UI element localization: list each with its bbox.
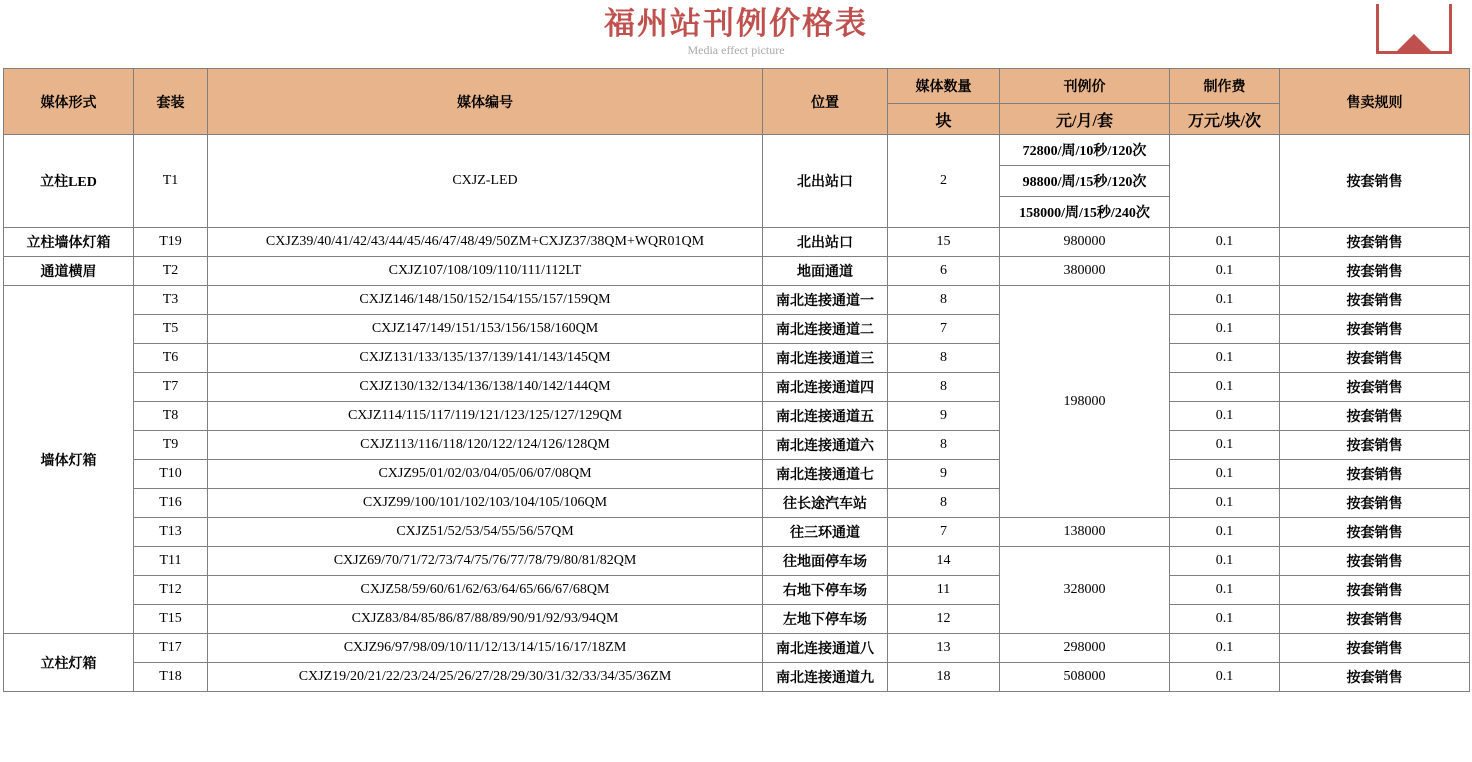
table-header-row-main	[4, 69, 1470, 104]
cell-position: 北出站口	[763, 135, 888, 228]
cell-set: T13	[134, 518, 208, 547]
table-row	[4, 344, 1470, 373]
cell-qty: 18	[888, 663, 1000, 692]
table-row	[4, 460, 1470, 489]
page-header	[0, 0, 1472, 68]
cell-price: 980000	[1000, 228, 1170, 257]
cell-position: 南北连接通道二	[763, 315, 888, 344]
cell-fee: 0.1	[1170, 344, 1280, 373]
cell-position: 右地下停车场	[763, 576, 888, 605]
cell-position: 北出站口	[763, 228, 888, 257]
cell-rule: 按套销售	[1280, 460, 1470, 489]
cell-media-code: CXJZ107/108/109/110/111/112LT	[208, 257, 763, 286]
table-row	[4, 286, 1470, 315]
cell-set: T8	[134, 402, 208, 431]
cell-fee: 0.1	[1170, 315, 1280, 344]
cell-qty: 14	[888, 547, 1000, 576]
cell-media-code: CXJZ83/84/85/86/87/88/89/90/91/92/93/94QM	[208, 605, 763, 634]
cell-set: T19	[134, 228, 208, 257]
cell-price: 158000/周/15秒/240次	[1000, 197, 1170, 228]
cell-fee: 0.1	[1170, 286, 1280, 315]
col-media-qty-unit: 块	[888, 104, 1000, 135]
table-row	[4, 547, 1470, 576]
cell-price: 380000	[1000, 257, 1170, 286]
cell-qty: 12	[888, 605, 1000, 634]
cell-position: 南北连接通道七	[763, 460, 888, 489]
cell-price: 298000	[1000, 634, 1170, 663]
company-logo-icon	[1376, 4, 1452, 54]
cell-rule: 按套销售	[1280, 489, 1470, 518]
cell-rule: 按套销售	[1280, 634, 1470, 663]
col-media-qty: 媒体数量	[888, 69, 1000, 104]
cell-media-code: CXJZ147/149/151/153/156/158/160QM	[208, 315, 763, 344]
logo-triangle-shape	[1397, 34, 1431, 51]
cell-media-code: CXJZ131/133/135/137/139/141/143/145QM	[208, 344, 763, 373]
cell-set: T1	[134, 135, 208, 228]
cell-qty: 8	[888, 373, 1000, 402]
cell-fee: 0.1	[1170, 489, 1280, 518]
col-media-form: 媒体形式	[4, 69, 134, 135]
cell-media-form: 立柱LED	[4, 135, 134, 228]
cell-set: T3	[134, 286, 208, 315]
cell-position: 地面通道	[763, 257, 888, 286]
cell-rule: 按套销售	[1280, 431, 1470, 460]
cell-set: T2	[134, 257, 208, 286]
cell-qty: 8	[888, 489, 1000, 518]
cell-position: 左地下停车场	[763, 605, 888, 634]
cell-qty: 8	[888, 286, 1000, 315]
table-row	[4, 634, 1470, 663]
cell-media-code: CXJZ39/40/41/42/43/44/45/46/47/48/49/50ZM+CXJZ37/38QM+WQR01QM	[208, 228, 763, 257]
cell-price: 198000	[1000, 286, 1170, 518]
col-media-code: 媒体编号	[208, 69, 763, 135]
cell-position: 南北连接通道六	[763, 431, 888, 460]
cell-fee: 0.1	[1170, 518, 1280, 547]
cell-media-code: CXJZ51/52/53/54/55/56/57QM	[208, 518, 763, 547]
cell-media-code: CXJZ-LED	[208, 135, 763, 228]
cell-qty: 6	[888, 257, 1000, 286]
cell-set: T17	[134, 634, 208, 663]
cell-position: 南北连接通道三	[763, 344, 888, 373]
cell-set: T9	[134, 431, 208, 460]
col-list-price: 刊例价	[1000, 69, 1170, 104]
cell-qty: 13	[888, 634, 1000, 663]
table-row	[4, 431, 1470, 460]
table-row	[4, 663, 1470, 692]
cell-position: 南北连接通道八	[763, 634, 888, 663]
cell-rule: 按套销售	[1280, 315, 1470, 344]
cell-media-code: CXJZ19/20/21/22/23/24/25/26/27/28/29/30/31/32/33/34/35/36ZM	[208, 663, 763, 692]
table-row	[4, 402, 1470, 431]
col-list-price-unit: 元/月/套	[1000, 104, 1170, 135]
table-row	[4, 373, 1470, 402]
cell-media-form: 立柱灯箱	[4, 634, 134, 692]
cell-fee: 0.1	[1170, 402, 1280, 431]
cell-media-code: CXJZ113/116/118/120/122/124/126/128QM	[208, 431, 763, 460]
cell-media-form: 墙体灯箱	[4, 286, 134, 634]
cell-price: 508000	[1000, 663, 1170, 692]
cell-media-form: 立柱墙体灯箱	[4, 228, 134, 257]
cell-qty: 9	[888, 402, 1000, 431]
cell-position: 往长途汽车站	[763, 489, 888, 518]
cell-position: 南北连接通道五	[763, 402, 888, 431]
cell-fee: 0.1	[1170, 634, 1280, 663]
cell-media-code: CXJZ96/97/98/09/10/11/12/13/14/15/16/17/18ZM	[208, 634, 763, 663]
cell-fee: 0.1	[1170, 257, 1280, 286]
cell-rule: 按套销售	[1280, 576, 1470, 605]
cell-qty: 11	[888, 576, 1000, 605]
cell-media-code: CXJZ146/148/150/152/154/155/157/159QM	[208, 286, 763, 315]
cell-fee: 0.1	[1170, 228, 1280, 257]
cell-set: T6	[134, 344, 208, 373]
cell-position: 往三环通道	[763, 518, 888, 547]
price-table	[3, 68, 1470, 692]
cell-position: 南北连接通道一	[763, 286, 888, 315]
cell-rule: 按套销售	[1280, 547, 1470, 576]
cell-rule: 按套销售	[1280, 402, 1470, 431]
cell-media-code: CXJZ95/01/02/03/04/05/06/07/08QM	[208, 460, 763, 489]
cell-qty: 8	[888, 431, 1000, 460]
cell-rule: 按套销售	[1280, 605, 1470, 634]
col-production-fee-unit: 万元/块/次	[1170, 104, 1280, 135]
cell-fee: 0.1	[1170, 663, 1280, 692]
page-title: 福州站刊例价格表	[604, 6, 868, 41]
cell-position: 往地面停车场	[763, 547, 888, 576]
table-row	[4, 576, 1470, 605]
cell-rule: 按套销售	[1280, 228, 1470, 257]
table-row	[4, 489, 1470, 518]
table-row	[4, 518, 1470, 547]
col-set: 套装	[134, 69, 208, 135]
table-row	[4, 257, 1470, 286]
cell-position: 南北连接通道九	[763, 663, 888, 692]
cell-qty: 8	[888, 344, 1000, 373]
cell-price: 72800/周/10秒/120次	[1000, 135, 1170, 166]
cell-fee: 0.1	[1170, 431, 1280, 460]
cell-rule: 按套销售	[1280, 257, 1470, 286]
table-body	[4, 135, 1470, 692]
cell-qty: 15	[888, 228, 1000, 257]
cell-set: T12	[134, 576, 208, 605]
cell-set: T15	[134, 605, 208, 634]
cell-fee: 0.1	[1170, 373, 1280, 402]
table-row	[4, 605, 1470, 634]
cell-qty: 7	[888, 518, 1000, 547]
cell-media-code: CXJZ58/59/60/61/62/63/64/65/66/67/68QM	[208, 576, 763, 605]
cell-set: T5	[134, 315, 208, 344]
table-row	[4, 228, 1470, 257]
cell-set: T18	[134, 663, 208, 692]
cell-fee: 0.1	[1170, 605, 1280, 634]
cell-fee: 0.1	[1170, 460, 1280, 489]
cell-rule: 按套销售	[1280, 373, 1470, 402]
cell-rule: 按套销售	[1280, 663, 1470, 692]
col-sales-rule: 售卖规则	[1280, 69, 1470, 135]
cell-rule: 按套销售	[1280, 286, 1470, 315]
col-position: 位置	[763, 69, 888, 135]
cell-rule: 按套销售	[1280, 135, 1470, 228]
cell-rule: 按套销售	[1280, 518, 1470, 547]
cell-rule: 按套销售	[1280, 344, 1470, 373]
cell-set: T16	[134, 489, 208, 518]
cell-media-code: CXJZ99/100/101/102/103/104/105/106QM	[208, 489, 763, 518]
col-production-fee: 制作费	[1170, 69, 1280, 104]
title-block	[0, 0, 1472, 58]
cell-media-code: CXJZ130/132/134/136/138/140/142/144QM	[208, 373, 763, 402]
cell-set: T7	[134, 373, 208, 402]
table-row	[4, 315, 1470, 344]
cell-price: 138000	[1000, 518, 1170, 547]
cell-fee: 0.1	[1170, 576, 1280, 605]
cell-fee	[1170, 135, 1280, 228]
cell-set: T10	[134, 460, 208, 489]
cell-qty: 9	[888, 460, 1000, 489]
cell-set: T11	[134, 547, 208, 576]
cell-fee: 0.1	[1170, 547, 1280, 576]
table-header	[4, 69, 1470, 135]
cell-qty: 7	[888, 315, 1000, 344]
page-subtitle: Media effect picture	[687, 43, 785, 57]
cell-price: 328000	[1000, 547, 1170, 634]
cell-position: 南北连接通道四	[763, 373, 888, 402]
table-row	[4, 135, 1470, 166]
cell-price: 98800/周/15秒/120次	[1000, 166, 1170, 197]
cell-media-code: CXJZ114/115/117/119/121/123/125/127/129QM	[208, 402, 763, 431]
cell-media-form: 通道横眉	[4, 257, 134, 286]
cell-media-code: CXJZ69/70/71/72/73/74/75/76/77/78/79/80/81/82QM	[208, 547, 763, 576]
cell-qty: 2	[888, 135, 1000, 228]
